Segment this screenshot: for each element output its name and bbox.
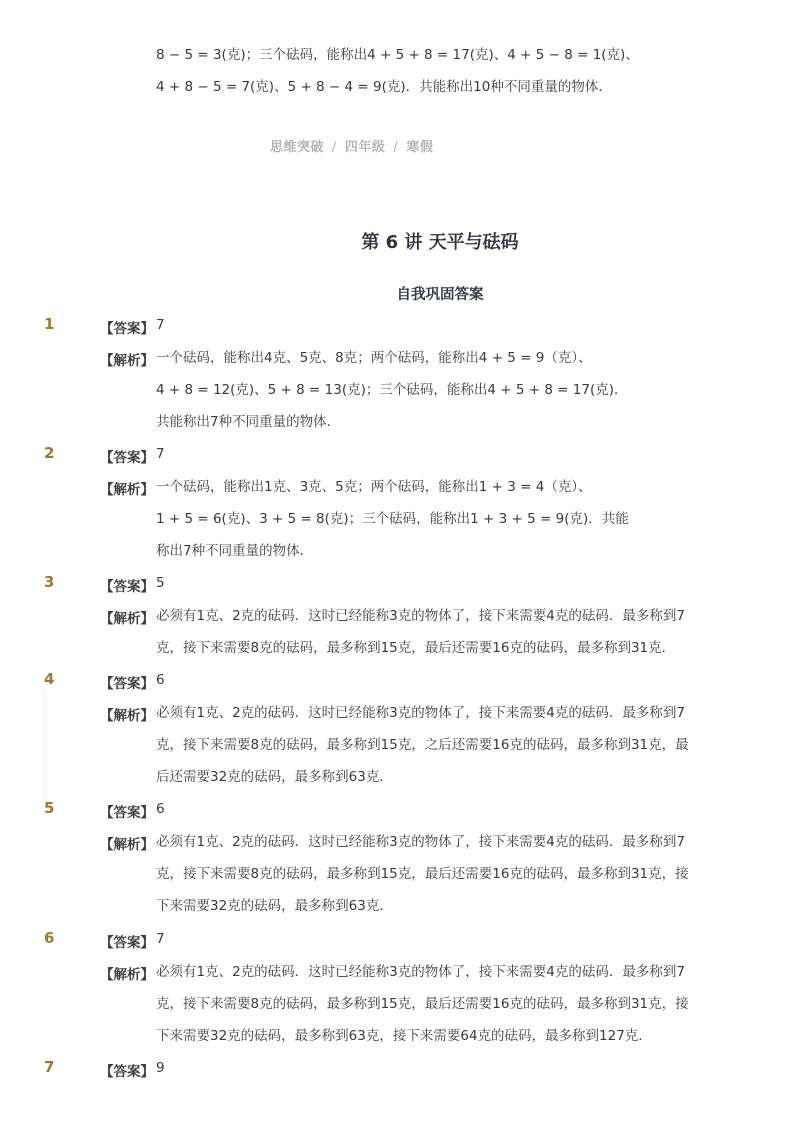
question-number: 1: [44, 315, 55, 333]
analysis-line: 克，接下来需要8克的砝码，最多称到15克，最后还需要16克的砝码，最多称到31克，接: [156, 866, 689, 882]
question-number: 4: [44, 670, 55, 688]
question-number: 6: [44, 929, 55, 947]
question-number: 2: [44, 444, 55, 462]
analysis-line: 后还需要32克的砝码，最多称到63克．: [156, 769, 393, 785]
margin-rule: [44, 690, 45, 800]
footer-series: 思维突破: [270, 140, 325, 155]
analysis-line: 克，接下来需要8克的砝码，最多称到15克，最后还需要16克的砝码，最多称到31克，接: [156, 996, 689, 1012]
answer-value: 7: [156, 317, 165, 333]
analysis-tag: 【解析】: [100, 353, 154, 369]
analysis-line: 一个砝码，能称出4克、5克、8克；两个砝码，能称出4 + 5 = 9（克）、: [156, 350, 592, 366]
footer-separator: /: [332, 140, 337, 155]
answer-value: 6: [156, 801, 165, 817]
analysis-line: 克，接下来需要8克的砝码，最多称到15克，之后还需要16克的砝码，最多称到31克，最: [156, 737, 689, 753]
analysis-tag: 【解析】: [100, 611, 154, 627]
analysis-line: 一个砝码，能称出1克、3克、5克；两个砝码，能称出1 + 3 = 4（克）、: [156, 479, 592, 495]
analysis-tag: 【解析】: [100, 837, 154, 853]
analysis-line: 必须有1克、2克的砝码．这时已经能称3克的物体了，接下来需要4克的砝码．最多称到7: [156, 608, 685, 624]
analysis-line: 1 + 5 = 6(克)、3 + 5 = 8(克)；三个砝码，能称出1 + 3 + 5 = 9(克)．共能: [156, 511, 629, 527]
question-number: 5: [44, 799, 55, 817]
answer-value: 7: [156, 931, 165, 947]
analysis-line: 4 + 8 = 12(克)、5 + 8 = 13(克)；三个砝码，能称出4 + 5 + 8 = 17(克)．: [156, 382, 628, 398]
analysis-line: 称出7种不同重量的物体．: [156, 543, 314, 559]
analysis-line: 必须有1克、2克的砝码．这时已经能称3克的物体了，接下来需要4克的砝码．最多称到7: [156, 964, 685, 980]
answer-tag: 【答案】: [100, 676, 154, 692]
footer-term: 寒假: [406, 140, 434, 155]
answer-value: 5: [156, 575, 165, 591]
lecture-title: 第 6 讲 天平与砝码: [361, 232, 519, 253]
answer-value: 6: [156, 672, 165, 688]
continuation-line: 4 + 8 − 5 = 7(克)、5 + 8 − 4 = 9(克)．共能称出10种不同重量的物体．: [156, 79, 612, 95]
footer-separator: /: [393, 140, 399, 155]
analysis-line: 共能称出7种不同重量的物体．: [156, 414, 341, 430]
section-subtitle: 自我巩固答案: [396, 287, 484, 303]
answer-value: 9: [156, 1060, 165, 1076]
analysis-line: 下来需要32克的砝码，最多称到63克．: [156, 898, 393, 914]
answer-tag: 【答案】: [100, 935, 154, 951]
page-footer: [270, 136, 433, 155]
analysis-tag: 【解析】: [100, 967, 154, 983]
answer-tag: 【答案】: [100, 805, 154, 821]
analysis-line: 克，接下来需要8克的砝码，最多称到15克，最后还需要16克的砝码，最多称到31克．: [156, 640, 676, 656]
answer-tag: 【答案】: [100, 1064, 154, 1080]
question-number: 7: [44, 1058, 55, 1076]
answer-tag: 【答案】: [100, 321, 154, 337]
analysis-line: 必须有1克、2克的砝码．这时已经能称3克的物体了，接下来需要4克的砝码．最多称到7: [156, 834, 685, 850]
analysis-tag: 【解析】: [100, 708, 154, 724]
answer-tag: 【答案】: [100, 450, 154, 466]
analysis-line: 必须有1克、2克的砝码．这时已经能称3克的物体了，接下来需要4克的砝码．最多称到7: [156, 705, 685, 721]
answer-value: 7: [156, 446, 165, 462]
analysis-tag: 【解析】: [100, 482, 154, 498]
analysis-line: 下来需要32克的砝码，最多称到63克，接下来需要64克的砝码，最多称到127克．: [156, 1028, 652, 1044]
answer-tag: 【答案】: [100, 579, 154, 595]
footer-grade: 四年级: [344, 140, 386, 155]
question-number: 3: [44, 573, 55, 591]
continuation-line: 8 − 5 = 3(克)；三个砝码，能称出4 + 5 + 8 = 17(克)、4 + 5 − 8 = 1(克)、: [156, 47, 639, 63]
